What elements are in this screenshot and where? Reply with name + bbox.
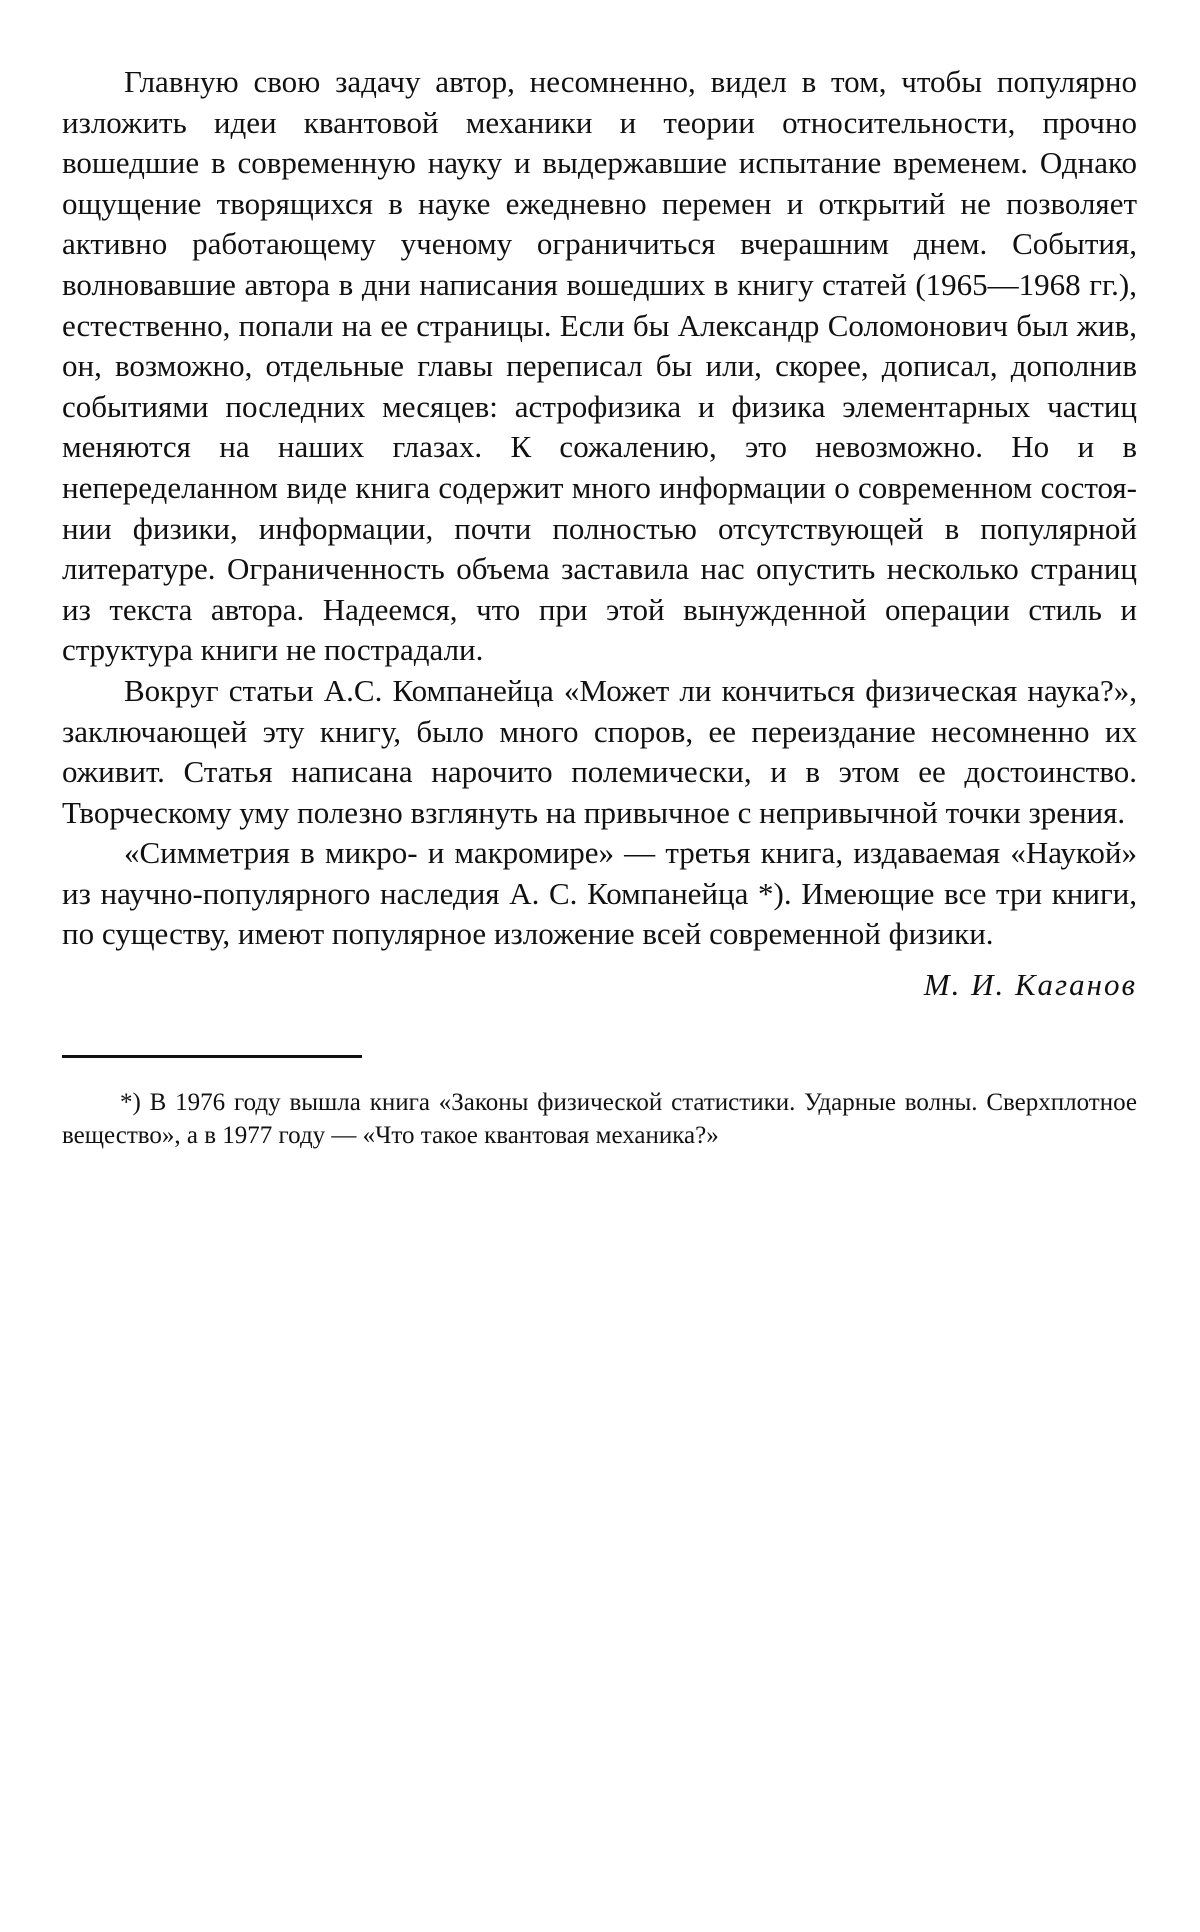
paragraph-1: Главную свою задачу автор, несомненно, видел в том, чтобы популярно изложить идеи квантовой механики и теории относительности, прочно вошедшие в современную науку и выдержавшие испытание временем. Однако ощущение творящихся в науке ежедневно перемен и открытий не позволяет активно работающему ученому ограничиться вчерашним днем. События, волновавшие автора в дни написания вошедших в книгу статей (1965—1968 гг.), естественно, попали на ее страницы. Если бы Александр Соломонович был жив, он, возможно, отдельные главы переписал бы или, скорее, дописал, дополнив событиями последних месяцев: астрофизика и физика элементарных частиц меняются на наших глазах. К сожалению, это невозможно. Но и в непеределанном виде книга содержит много информации о современном состоянии физики, информации, почти полностью отсутствующей в популярной литературе. Ограниченность объема заставила нас опустить несколько страниц из текста автора. Надеемся, что при этой вынужденной операции стиль и структура книги не пострадали. [62, 64, 1137, 668]
author-signature: М. И. Каганов [923, 967, 1137, 1003]
page-content [62, 62, 1137, 1152]
footnote-divider [62, 1055, 362, 1058]
paragraph-3: «Симметрия в микро- и макромире» — третья книга, издаваемая «Наукой» из научно-популярного наследия А. С. Компанейца *). Имеющие все три книги, по существу, имеют популярное изложение всей современной физики. [62, 835, 1137, 952]
footnote: *) В 1976 году вышла книга «Законы физической статистики. Ударные волны. Сверхплотное вещество», а в 1977 году — «Что такое квантовая механика?» [62, 1089, 1137, 1150]
paragraph-2: Вокруг статьи А.С. Компанейца «Может ли кончиться физическая наука?», заключающей эту книгу, было много споров, ее переиздание несомненно их оживит. Статья написана нарочито полемически, и в этом ее достоинство. Творческому уму полезно взглянуть на привычное с непривычной точки зрения. [62, 672, 1137, 830]
